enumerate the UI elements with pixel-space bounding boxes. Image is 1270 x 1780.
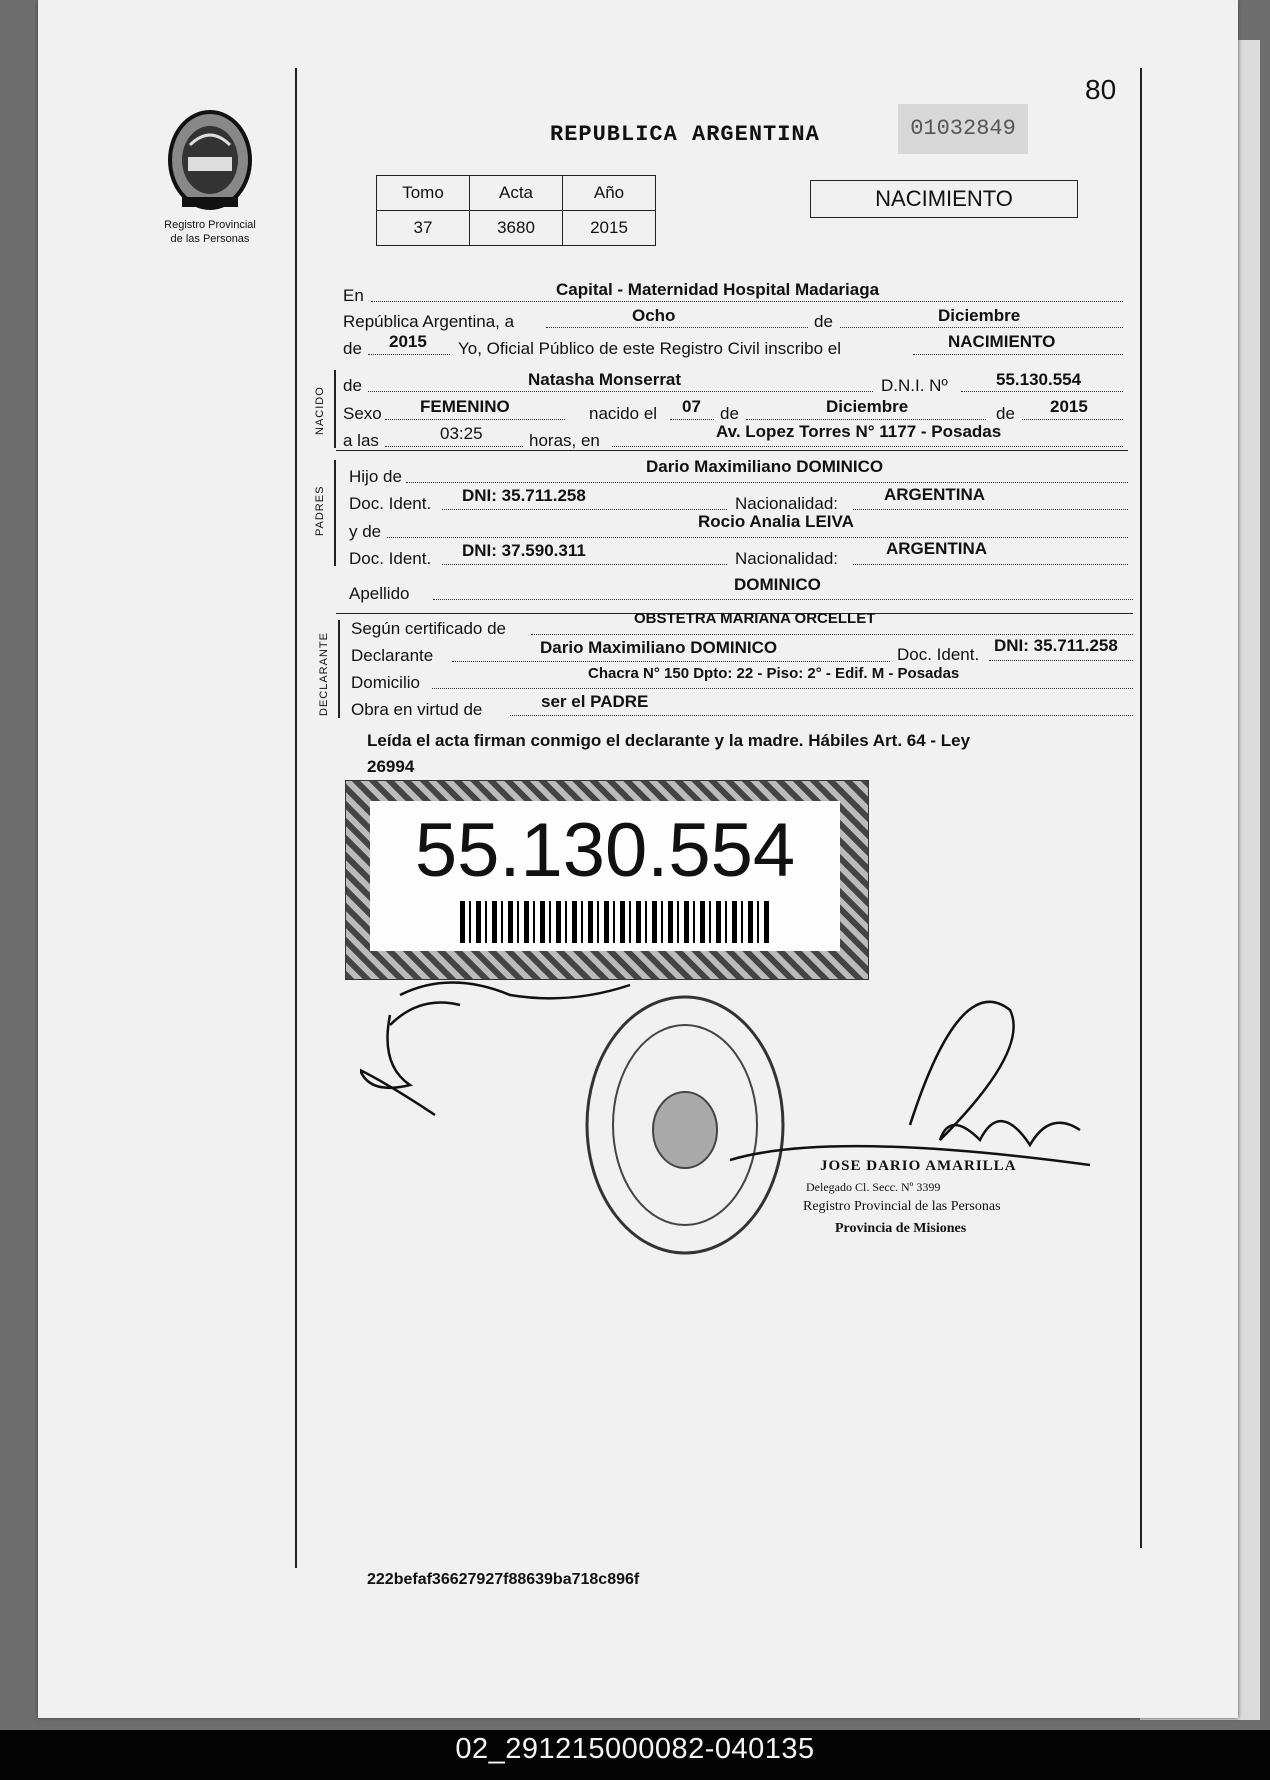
label-sexo: Sexo xyxy=(343,404,382,423)
dotted-line xyxy=(853,509,1128,510)
label-a-las: a las xyxy=(343,431,379,450)
label-doc-ident-padre: Doc. Ident. xyxy=(349,494,432,513)
left-margin-line xyxy=(295,68,297,1568)
dotted-line xyxy=(385,419,565,420)
page-number: 80 xyxy=(1085,74,1117,105)
value-nac-dia: 07 xyxy=(682,397,701,416)
dotted-line xyxy=(531,634,1133,635)
section-bracket xyxy=(334,460,336,566)
label-nacionalidad-padre: Nacionalidad: xyxy=(735,494,839,513)
right-margin-line xyxy=(1140,68,1142,1548)
value-sexo: FEMENINO xyxy=(420,397,510,416)
dotted-line xyxy=(452,661,890,662)
section-divider xyxy=(336,450,1128,451)
dotted-line xyxy=(371,301,1123,302)
section-bracket xyxy=(334,370,336,448)
serial-number: 01032849 xyxy=(898,104,1028,154)
value-certificado: OBSTETRA MARIANA ORCELLET xyxy=(634,610,876,627)
closing-statement-line-2: 26994 xyxy=(367,757,415,776)
label-hijo-de: Hijo de xyxy=(349,467,402,486)
value-dni: 55.130.554 xyxy=(996,370,1082,389)
label-de-mes: de xyxy=(720,404,739,423)
label-de-nombre: de xyxy=(343,376,362,395)
value-declarante: Dario Maximiliano DOMINICO xyxy=(540,638,778,657)
logo-caption xyxy=(145,218,275,246)
value-dia: Ocho xyxy=(632,306,676,325)
section-declarante-label: DECLARANTE xyxy=(318,632,330,716)
dotted-line xyxy=(840,327,1123,328)
label-obra: Obra en virtud de xyxy=(351,700,483,719)
value-apellido: DOMINICO xyxy=(734,575,821,594)
footer-code: 02_291215000082-040135 xyxy=(455,1733,815,1765)
dotted-line xyxy=(442,564,727,565)
dotted-line xyxy=(546,327,808,328)
value-domicilio: Chacra N° 150 Dpto: 22 - Piso: 2° - Edif. M - Posadas xyxy=(588,665,960,682)
document-hash: 222befaf36627927f88639ba718c896f xyxy=(367,1571,640,1588)
dotted-line xyxy=(406,482,1128,483)
label-apellido: Apellido xyxy=(349,584,410,603)
closing-statement-line-1: Leída el acta firman conmigo el declarante y la madre. Hábiles Art. 64 - Ley xyxy=(367,731,971,750)
header-anio: Año xyxy=(563,176,656,211)
section-padres-label: PADRES xyxy=(314,485,326,536)
section-nacido-label: NACIDO xyxy=(314,386,326,435)
official-name: JOSE DARIO AMARILLA xyxy=(820,1158,1017,1174)
label-nacido-el: nacido el xyxy=(589,404,658,423)
value-obra: ser el PADRE xyxy=(541,692,649,711)
value-mes: Diciembre xyxy=(938,306,1021,325)
logo-caption-line-1: Registro Provincial xyxy=(164,219,256,231)
official-office: Registro Provincial de las Personas xyxy=(803,1199,1001,1214)
value-anio: 2015 xyxy=(563,211,656,246)
logo-caption-line-2: de las Personas xyxy=(170,233,250,245)
dotted-line xyxy=(989,660,1133,661)
dotted-line xyxy=(385,446,523,447)
sticker-label xyxy=(370,801,840,951)
label-nacionalidad-madre: Nacionalidad: xyxy=(735,549,839,568)
value-madre: Rocio Analia LEIVA xyxy=(698,512,854,531)
value-lugar: Capital - Maternidad Hospital Madariaga xyxy=(556,280,880,299)
dotted-line xyxy=(670,419,714,420)
value-tomo: 37 xyxy=(377,211,470,246)
label-en: En xyxy=(343,286,364,305)
value-padre-dni: DNI: 35.711.258 xyxy=(462,486,586,505)
sticker-number: 55.130.554 xyxy=(414,808,796,893)
dotted-line xyxy=(1022,419,1123,420)
label-declarante: Declarante xyxy=(351,646,434,665)
value-acto: NACIMIENTO xyxy=(948,332,1056,351)
value-nac-anio: 2015 xyxy=(1050,397,1088,416)
label-yo: Yo, Oficial Público de este Registro Civil inscribo el xyxy=(458,339,841,358)
label-de-anio: de xyxy=(996,404,1015,423)
value-hora: 03:25 xyxy=(440,424,483,443)
label-republica: República Argentina, a xyxy=(343,312,515,331)
dotted-line xyxy=(387,537,1128,538)
label-horas-en: horas, en xyxy=(529,431,600,450)
header-tomo: Tomo xyxy=(377,176,470,211)
dotted-line xyxy=(853,564,1128,565)
value-nombre: Natasha Monserrat xyxy=(528,370,682,389)
dotted-line xyxy=(913,354,1123,355)
registry-table xyxy=(376,175,656,246)
label-segun: Según certificado de xyxy=(351,619,506,638)
dotted-line xyxy=(368,391,873,392)
value-padre-nac: ARGENTINA xyxy=(884,485,986,504)
value-declarante-dni: DNI: 35.711.258 xyxy=(994,636,1118,655)
dotted-line xyxy=(612,446,1123,447)
value-acta: 3680 xyxy=(470,211,563,246)
header-acta: Acta xyxy=(470,176,563,211)
label-doc-ident-declarante: Doc. Ident. xyxy=(897,645,980,664)
label-domicilio: Domicilio xyxy=(351,673,420,692)
label-y-de: y de xyxy=(349,522,382,541)
label-de-year: de xyxy=(343,339,362,358)
document-title: REPUBLICA ARGENTINA xyxy=(550,122,820,147)
misiones-coat-of-arms-icon xyxy=(160,105,260,215)
value-anio: 2015 xyxy=(389,332,427,351)
value-direccion-nac: Av. Lopez Torres N° 1177 - Posadas xyxy=(716,422,1002,441)
label-dni: D.N.I. Nº xyxy=(881,376,948,395)
value-madre-nac: ARGENTINA xyxy=(886,539,988,558)
dotted-line xyxy=(368,354,450,355)
dotted-line xyxy=(432,688,1133,689)
label-de: de xyxy=(814,312,833,331)
official-role: Delegado Cl. Secc. Nº 3399 xyxy=(806,1180,941,1194)
dotted-line xyxy=(746,419,986,420)
registry-value-row xyxy=(377,211,656,246)
value-padre: Dario Maximiliano DOMINICO xyxy=(646,457,884,476)
dotted-line xyxy=(510,715,1133,716)
doc-type-box: NACIMIENTO xyxy=(810,180,1078,218)
dotted-line xyxy=(442,509,727,510)
dotted-line xyxy=(961,391,1123,392)
dni-sticker xyxy=(345,780,869,980)
closing-statement xyxy=(367,728,970,780)
dotted-line xyxy=(433,599,1133,600)
value-nac-mes: Diciembre xyxy=(826,397,909,416)
value-madre-dni: DNI: 37.590.311 xyxy=(462,541,586,560)
section-bracket xyxy=(338,620,340,718)
registry-header-row xyxy=(377,176,656,211)
barcode-icon xyxy=(460,901,770,943)
official-province: Provincia de Misiones xyxy=(835,1221,967,1236)
label-doc-ident-madre: Doc. Ident. xyxy=(349,549,432,568)
